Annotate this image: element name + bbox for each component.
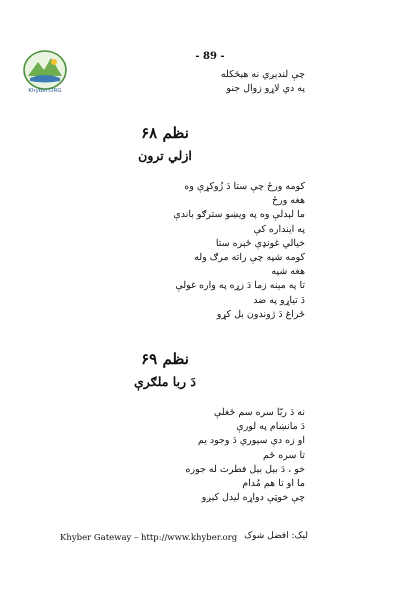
- verse-line: تا سره ځم: [263, 449, 305, 461]
- verse-line: ما او تا هم مُدام: [242, 478, 305, 490]
- verse-line: تا په مينه زما دَ زړه په واره غولې: [175, 280, 305, 292]
- footer-site-link: Khyber Gateway – http://www.khyber.org: [60, 533, 238, 543]
- verse-line: نه دَ ربّا سره سم ځغلې: [213, 407, 305, 418]
- verse-line: هغه ورځ: [271, 195, 305, 207]
- khyber-logo: [20, 48, 70, 92]
- verse-line: کومه ورځ چې ستا دَ زُوکړې وه: [184, 181, 305, 192]
- verse-line: ما لېدلې وه په ويښو سترګو باندې: [173, 209, 305, 221]
- poem69-subtitle: دَ ربا ملګرې: [133, 374, 196, 389]
- verse-line: په اينداره کې: [253, 223, 305, 235]
- verse-line: په دي لاړو زوال جنو: [226, 83, 305, 95]
- verse-line: ځراغ دَ ژوندون بل کړو: [216, 308, 305, 320]
- verse-line: او زه دې سيوري دَ وجود يم: [197, 435, 305, 447]
- top-verse: [221, 68, 305, 96]
- verse-line: کومه شپه چې راته مرګ وله: [194, 252, 305, 264]
- verse-line: چې لندېږي نه هېڅکله: [220, 69, 305, 80]
- verse-line: هغه شپه: [271, 266, 305, 278]
- page-number: - 89 -: [195, 51, 225, 62]
- verse-line: خو ، دَ بېل بېل فطرت له جوره: [185, 463, 305, 475]
- poem69-title: نظم ۶۹: [141, 350, 189, 368]
- verse-line: چې خوټې دواړه ليدل کېږو: [201, 492, 305, 504]
- poem68-title: نظم ۶۸: [141, 124, 189, 142]
- verse-line: دَ مانښام په لورې: [236, 421, 305, 433]
- poem69-body: [186, 406, 305, 505]
- verse-line: خيالي غونډې ځېره ستا: [215, 237, 305, 249]
- footer-author: ليک: افضل شوک: [244, 531, 308, 541]
- logo-caption: Khyber.ORG: [28, 88, 62, 94]
- verse-line: دَ تياړو په ضد: [253, 294, 305, 306]
- poem68-subtitle: ازلي ترون: [138, 148, 192, 163]
- poem68-body: [173, 180, 305, 322]
